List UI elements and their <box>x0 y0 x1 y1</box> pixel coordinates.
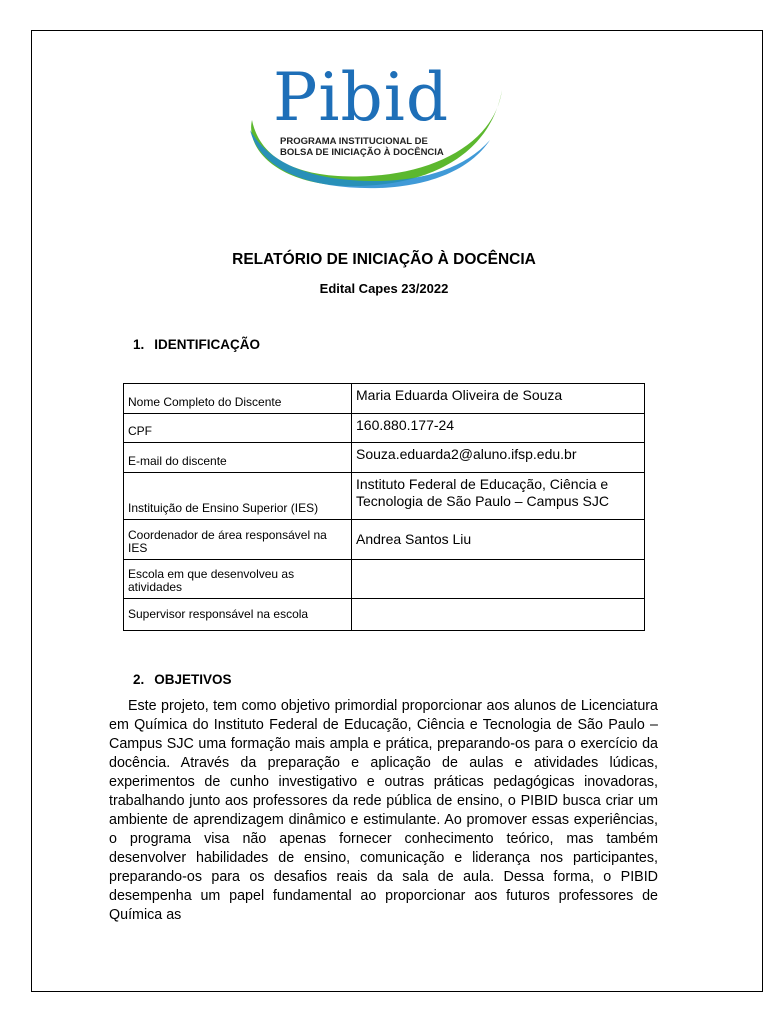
row-label-nome: Nome Completo do Discente <box>124 384 352 414</box>
section-2-number: 2. <box>133 672 145 687</box>
table-row <box>124 414 645 443</box>
row-label-ies: Instituição de Ensino Superior (IES) <box>124 473 352 520</box>
row-value-supervisor <box>352 599 645 631</box>
document-title: RELATÓRIO DE INICIAÇÃO À DOCÊNCIA <box>232 251 536 268</box>
table-row <box>124 473 645 520</box>
objectives-paragraph: Este projeto, tem como objetivo primordial proporcionar aos alunos de Licenciatura em Química do Instituto Federal de Educação, Ciência e Tecnologia de São Paulo – Campus SJC uma formação mais ampla e prática, preparando-os para o exercício da docência. Através da preparação e aplicação de aulas e atividades lúdicas, experimentos de cunho investigativo e outras práticas pedagógicas inovadoras, trabalhando junto aos professores da rede pública de ensino, o PIBID busca criar um ambiente de aprendizagem dinâmico e estimulante. Ao promover essas experiências, o programa visa não apenas fornecer conhecimento teórico, mas também desenvolver habilidades de ensino, comunicação e liderança nos participantes, preparando-os para os desafios reais da sala de aula. Dessa forma, o PIBID desempenha um papel fundamental ao proporcionar aos futuros professores de Química as <box>109 698 658 923</box>
section-2-title: OBJETIVOS <box>154 672 232 687</box>
table-row <box>124 443 645 473</box>
logo-subtitle <box>280 136 444 158</box>
table-row <box>124 599 645 631</box>
row-value-email: Souza.eduarda2@aluno.ifsp.edu.br <box>352 443 645 473</box>
row-value-nome: Maria Eduarda Oliveira de Souza <box>352 384 645 414</box>
logo-wordmark: Pibid <box>273 59 450 136</box>
row-value-cpf: 160.880.177-24 <box>352 414 645 443</box>
row-label-coordenador: Coordenador de área responsável na IES <box>124 520 352 560</box>
section-1-title: IDENTIFICAÇÃO <box>154 337 261 352</box>
row-label-cpf: CPF <box>124 414 352 443</box>
pibid-logo <box>240 60 520 195</box>
row-label-escola: Escola em que desenvolveu as atividades <box>124 560 352 599</box>
section-1-heading <box>133 336 260 354</box>
table-row <box>124 560 645 599</box>
row-label-email: E-mail do discente <box>124 443 352 473</box>
table-row <box>124 384 645 414</box>
row-value-escola <box>352 560 645 599</box>
row-value-ies: Instituto Federal de Educação, Ciência e Tecnologia de São Paulo – Campus SJC <box>352 473 645 520</box>
row-value-coordenador: Andrea Santos Liu <box>352 520 645 560</box>
section-2-heading <box>133 671 232 689</box>
logo-subtitle-line-1: PROGRAMA INSTITUCIONAL DE <box>280 136 428 147</box>
document-subtitle: Edital Capes 23/2022 <box>319 281 449 296</box>
logo-subtitle-line-2: BOLSA DE INICIAÇÃO À DOCÊNCIA <box>280 147 444 158</box>
table-row <box>124 520 645 560</box>
identification-table <box>123 383 645 631</box>
row-label-supervisor: Supervisor responsável na escola <box>124 599 352 631</box>
section-1-number: 1. <box>133 337 145 352</box>
